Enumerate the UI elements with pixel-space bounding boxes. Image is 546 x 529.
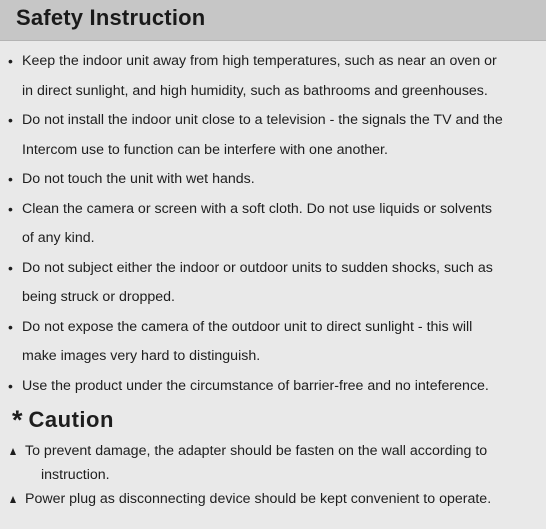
instruction-text-line: being struck or dropped. [22,289,176,305]
title-bar [0,0,546,41]
instruction-text-line: Do not subject either the indoor or outdoor units to sudden shocks, such as [22,259,493,276]
instruction-text-line: Do not touch the unit with wet hands. [22,171,255,187]
instruction-item [0,195,546,254]
bullet-icon: • [8,318,13,335]
instruction-item [0,254,546,313]
instruction-item [0,165,546,195]
instruction-text-line: Intercom use to function can be interfere with one another. [22,141,388,158]
instruction-text-line: Clean the camera or screen with a soft cloth. Do not use liquids or solvents [22,200,492,217]
instruction-text-line: Do not install the indoor unit close to a television - the signals the TV and the [22,112,503,128]
triangle-bullet-icon [10,496,16,503]
bullet-icon: • [8,53,13,69]
caution-text-line: To prevent damage, the adapter should be fasten on the wall according to [25,443,488,459]
caution-text-line: Power plug as disconnecting device should be kept convenient to operate. [25,491,492,507]
triangle-bullet-icon [10,448,16,455]
page-title: Safety Instruction [16,5,206,30]
instruction-text-line: Keep the indoor unit away from high temperatures, such as near an oven or [22,53,497,69]
instruction-text-line: Use the product under the circumstance of barrier-free and no inteference. [22,377,489,394]
caution-item [0,440,546,487]
bullet-icon: • [8,200,13,217]
asterisk-icon: * [12,405,23,435]
caution-list [0,440,546,512]
instruction-text-line: of any kind. [22,230,95,246]
instruction-text-line: Do not expose the camera of the outdoor unit to direct sunlight - this will [22,318,473,335]
instruction-text-line: in direct sunlight, and high humidity, such as bathrooms and greenhouses. [22,82,488,99]
bullet-icon: • [8,259,13,276]
bullet-icon: • [8,112,13,128]
instruction-item [0,47,546,106]
bullet-icon: • [8,171,13,187]
caution-text-line: instruction. [41,466,110,483]
instruction-item [0,313,546,372]
instruction-item [0,106,546,165]
safety-instruction-list [0,47,546,401]
instruction-item [0,372,546,402]
caution-title: Caution [28,407,114,432]
caution-item [0,488,546,512]
caution-header [12,405,114,435]
instruction-text-line: make images very hard to distinguish. [22,348,261,364]
bullet-icon: • [8,377,13,394]
